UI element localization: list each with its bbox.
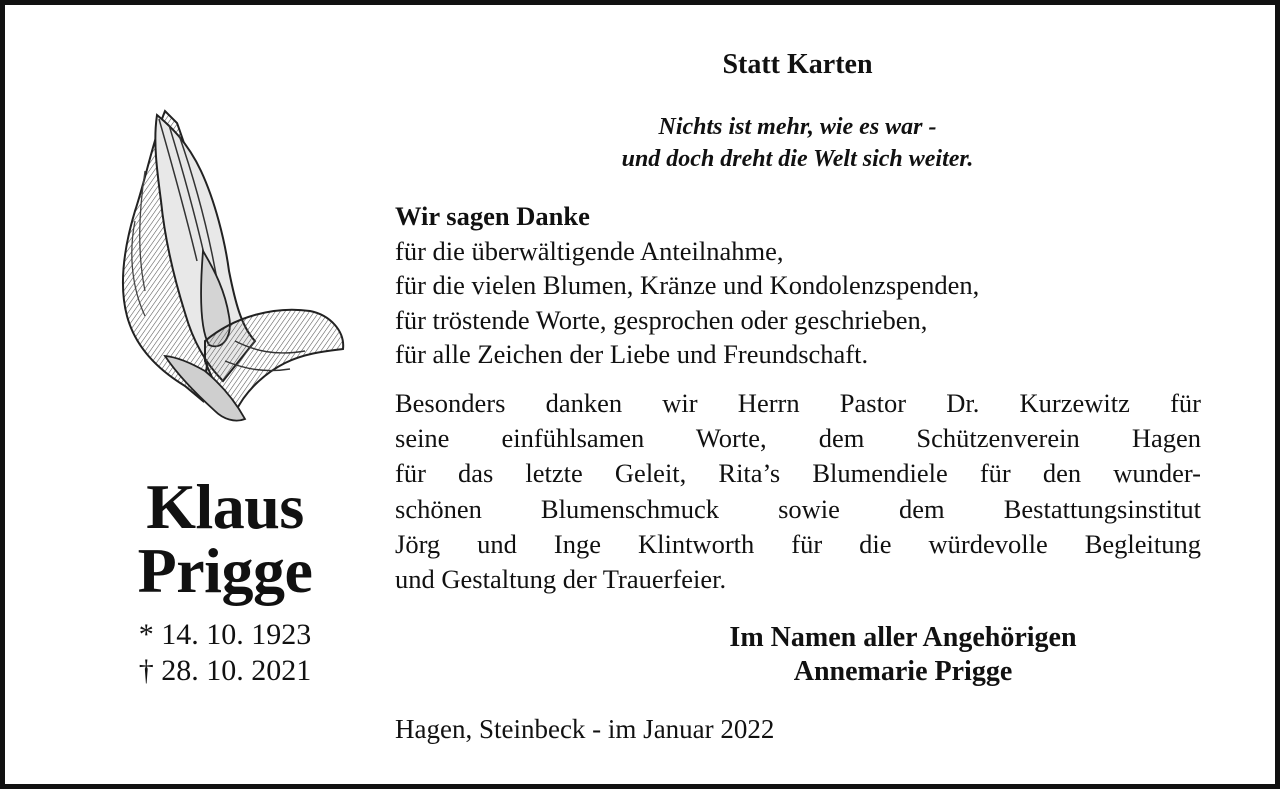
signature-line-1: Im Namen aller Angehörigen bbox=[729, 622, 1077, 653]
thanks-block bbox=[395, 199, 1200, 372]
paragraph-line: Besonders danken wir Herrn Pastor Dr. Kurzewitz für bbox=[395, 388, 1201, 418]
death-date: † 28. 10. 2021 bbox=[138, 654, 312, 687]
deceased-last-name: Prigge bbox=[137, 535, 313, 606]
motto-line-2: und doch dreht die Welt sich weiter. bbox=[621, 146, 974, 172]
praying-hands-icon bbox=[105, 101, 355, 431]
notice-heading: Statt Karten bbox=[722, 49, 873, 80]
birth-date: * 14. 10. 1923 bbox=[138, 618, 312, 651]
motto-line-1: Nichts ist mehr, wie es war - bbox=[658, 114, 937, 140]
thanks-line: für die vielen Blumen, Kränze und Kondolenzspenden, bbox=[395, 270, 980, 300]
paragraph-line: seine einfühlsamen Worte, dem Schützenverein Hagen bbox=[395, 423, 1201, 454]
thanks-lead: Wir sagen Danke bbox=[395, 201, 590, 231]
thanks-line: für tröstende Worte, gesprochen oder geschrieben, bbox=[395, 304, 928, 335]
special-thanks-paragraph bbox=[395, 386, 1201, 597]
signature-name: Annemarie Prigge bbox=[793, 656, 1013, 687]
paragraph-line: schönen Blumenschmuck sowie dem Bestattungsinstitut bbox=[395, 493, 1201, 524]
thanks-line: für alle Zeichen der Liebe und Freundschaft. bbox=[395, 339, 869, 369]
place-and-date: Hagen, Steinbeck - im Januar 2022 bbox=[395, 714, 775, 744]
paragraph-line: und Gestaltung der Trauerfeier. bbox=[395, 564, 727, 595]
deceased-first-name: Klaus bbox=[146, 471, 304, 542]
paragraph-line: für das letzte Geleit, Rita’s Blumendiele für den wunder- bbox=[395, 458, 1201, 489]
thanks-line: für die überwältigende Anteilnahme, bbox=[395, 235, 784, 266]
paragraph-line: Jörg und Inge Klintworth für die würdevolle Begleitung bbox=[395, 528, 1201, 559]
